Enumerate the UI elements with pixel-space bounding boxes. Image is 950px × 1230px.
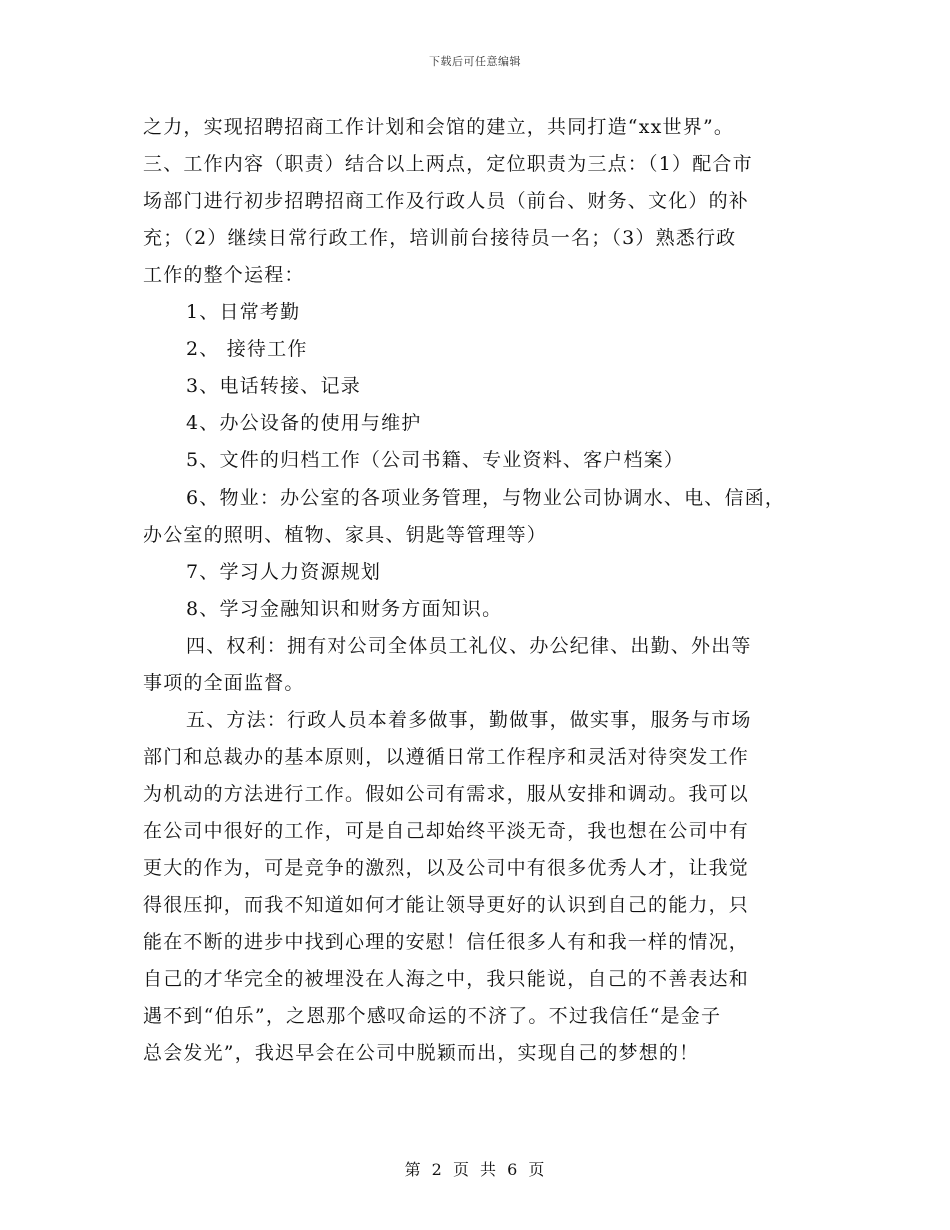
paragraph-line: 更大的作为，可是竞争的激烈，以及公司中有很多优秀人才，让我觉 <box>143 857 750 879</box>
paragraph-line: 为机动的方法进行工作。假如公司有需求，服从安排和调动。我可以 <box>143 783 750 805</box>
paragraph-line: 场部门进行初步招聘招商工作及行政人员（前台、财务、文化）的补 <box>143 190 750 212</box>
paragraph-line: 四、权利：拥有对公司全体员工礼仪、办公纪律、出勤、外出等 <box>186 635 752 657</box>
paragraph-line: 工作的整个运程： <box>143 264 305 286</box>
page-header: 下载后可任意编辑 <box>429 55 521 68</box>
list-item: 8、学习金融知识和财务方面知识。 <box>186 598 503 620</box>
list-item: 1、日常考勤 <box>186 301 301 323</box>
paragraph-line: 能在不断的进步中找到心理的安慰！信任很多人有和我一样的情况， <box>143 931 750 953</box>
paragraph-line: 部门和总裁办的基本原则，以遵循日常工作程序和灵活对待突发工作 <box>143 746 750 768</box>
paragraph-line: 充；（2）继续日常行政工作，培训前台接待员一名；（3）熟悉行政 <box>143 227 737 249</box>
paragraph-line: 总会发光”，我迟早会在公司中脱颖而出，实现自己的梦想的！ <box>143 1042 700 1064</box>
list-item: 3、电话转接、记录 <box>186 375 361 397</box>
list-item: 4、办公设备的使用与维护 <box>186 412 422 434</box>
list-item: 5、文件的归档工作（公司书籍、专业资料、客户档案） <box>186 449 685 471</box>
paragraph-line: 之力，实现招聘招商工作计划和会馆的建立，共同打造“xx世界”。 <box>143 116 735 138</box>
paragraph-line: 自己的才华完全的被埋没在人海之中，我只能说，自己的不善表达和 <box>143 968 750 990</box>
page-footer: 第 2 页 共 6 页 <box>404 1160 546 1179</box>
list-item: 7、学习人力资源规划 <box>186 561 382 583</box>
paragraph-line: 在公司中很好的工作，可是自己却始终平淡无奇，我也想在公司中有 <box>143 820 750 842</box>
paragraph-line: 得很压抑，而我不知道如何才能让领导更好的认识到自己的能力，只 <box>143 894 750 916</box>
list-item: 6、物业：办公室的各项业务管理，与物业公司协调水、电、信函， <box>186 487 786 509</box>
paragraph-line: 事项的全面监督。 <box>143 672 305 694</box>
paragraph-line: 三、工作内容（职责）结合以上两点，定位职责为三点：（1）配合市 <box>143 153 753 175</box>
paragraph-line: 五、方法：行政人员本着多做事，勤做事，做实事，服务与市场 <box>186 709 752 731</box>
paragraph-line: 遇不到“伯乐”，之恩那个感叹命运的不济了。不过我信任“是金子 <box>143 1005 722 1027</box>
paragraph-line: 办公室的照明、植物、家具、钥匙等管理等） <box>143 524 548 546</box>
list-item: 2、 接待工作 <box>186 338 308 360</box>
